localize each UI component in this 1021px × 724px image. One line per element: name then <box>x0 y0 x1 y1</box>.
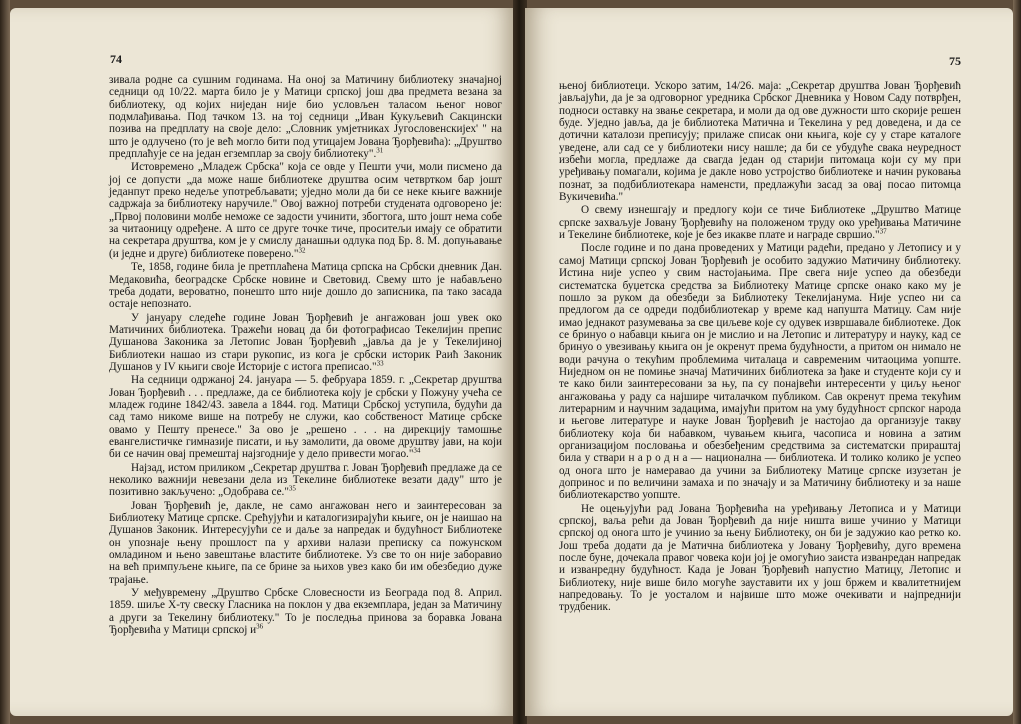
left-page <box>10 8 515 716</box>
right-page <box>525 8 1013 716</box>
paragraph-text: њеној библиотеци. Ускоро затим, 14/26. маја: „Секретар друштва Јован Ђорђевић јављајући, да је за одговорног уредника Србског Дневника у Новом Саду потврђен, подноси оставку на звање секретара, и моли да од ове дужности што скорије решен буде. Уједно јавља, да је библиотека Матична и Текелина у ред доведена, и да се дотични каталози преписују; прилаже списак они књига, које су у старе каталоге уведене, али сад се у библиотеки нису нашле; да би се убудуће свака неуредност избећи могла, предлаже да свагда један од старији питомаца који су му при уређивању помагали, којима је дакле ново устројство библиотеке и начин руковања познат, за подбиблиотекара наменсти, предлажући засад за овај посао питомца Вукичевића." <box>559 80 961 204</box>
page-body-text <box>559 80 961 614</box>
footnote-reference: 35 <box>288 484 296 493</box>
paragraph <box>109 587 502 636</box>
paragraph <box>109 500 502 586</box>
paragraph-text: После године и по дана проведених у Матици радећи, предано у Летопису и у самој Матици српској Јован Ђорђевић је особито задужио Матичину библиотеку. Истина није успео у свим настојањима. Пре свега није успео да обезбеди систематска буџетска средства за Библиотеку Матице српске онако како му је пошло за руком да обезбеди за Библиотеку Текелијанума. Није успео ни са предлогом да се одреди подбиблиотекар у време кад напушта Матицу. Сам није имао једнакот разумевања за све циљеве које су одувек извршавале библиотеке. Док се бринуо о набавци књига он је мислио и на Летопис и литературу и науку, кад се бринуо о увезивању књига он је окренут према будућности, а притом он нимало не води рачуна о текућим проблемима читалаца и савременим читаоцима уопште. Ниједном он не помиње значај Матичиних библиотека за ђаке и студенте који су и те како били заинтересовани за њу, па су понајвећи интересенти у циљу њеног ангажовања у раду са најшире читалачком публиком. Сав окренут према текућим литерарним и научним задацима, имајући притом на уму будућност српског народа и његове литературе и науке Јован Ђорђевић је настојао да организује такву библиотеку која би набавком, чувањем књига, часописа и новина а затим организацијом пословања и обезбеђеним средствима за систематски прираштај била у ствари н а р о д н а — национална — библиотека. И толико колико је успео од онога што је намеравао да учини за Библиотеку Матице српске изузетан је допринос и по величини замаха и по значају и за Матичину библиотеку и за наше библиотекарство уопште. <box>559 242 961 502</box>
footnote-reference: 31 <box>376 146 384 155</box>
paragraph <box>559 204 961 241</box>
paragraph <box>109 261 502 310</box>
page-body-text <box>109 74 502 636</box>
paragraph <box>559 242 961 501</box>
footnote-reference: 33 <box>376 359 384 368</box>
page-number: 75 <box>949 54 961 68</box>
footnote-reference: 32 <box>298 246 306 255</box>
paragraph-text: Те, 1858, године била је претплаћена Матица српска на Србски дневник Дан. Медаковића, београдске Србске новине и Световид. Свему што је набављено треба додати, вероватно, понешто што није дошло до записника, па тако засада остаје непознато. <box>109 261 502 311</box>
paragraph-text: зивала родне са сушним годинама. На оној за Матичину библиотеку значајној седници од 10/22. марта било је у Матици српској још два предмета везана за библиотеку, од којих ниједан није био условљен таласом њеног новог подмлађивања. Под тачком 13. на тој седници „Иван Кукуљевић Сакцински позива на предплату на своје дело: „Словник умјетниках Југословенскијех' " на што је одлучено (то је већ могло бити под утицајем Јована Ђорђевића): „Друштво предплаћује се на један егземплар за своју библиотеку". <box>109 74 502 161</box>
paragraph <box>559 80 961 203</box>
paragraph <box>109 312 502 374</box>
paragraph-text: Јован Ђорђевић је, дакле, не само ангажован него и заинтересован за Библиотеку Матице српске. Срећујући и каталогизирајући књиге, он је наишао на Душанов Законик. Интересујући се и даље за напредак и будућност Библиотеке он упознаје њену прошлост па у архиви налази преписку са пожунском омладином и њено завештање властите библиотеке. Уз све то он није заборавио на већ примпуљене књиге, па се брине за њихов увез како би им обезбедио дуже трајање. <box>109 499 502 586</box>
paragraph <box>109 462 502 499</box>
paragraph <box>109 74 502 160</box>
footnote-reference: 34 <box>413 446 421 455</box>
footnote-reference: 36 <box>256 622 264 631</box>
paragraph-text: Не оцењујући рад Јована Ђорђевића на уређивању Летописа и у Матици српској, ваља рећи да Јован Ђорђевић да ниje ништа више учинио у Матици српској од онога што је учинио за њену Библиотеку, он би је задужио као ретко ко. Још треба додати да је Матична библиотека у Јовану Ђорђевићу, дуго времена после буне, дочекала правог човека који јој је омогућио заиста изванредан напредак и изванредну будућност. Када је Јован Ђорђевић напустио Матицу, Летопис и Библиотеку, није више било могуће зауставити их у још бржем и квалитетнијем напредовању. То је уосталом и највише што може очекивати и најпреднији трудбеник. <box>559 502 961 614</box>
left-book-edge <box>0 0 10 724</box>
footnote-reference: 37 <box>879 227 887 236</box>
page-number: 74 <box>110 52 122 66</box>
paragraph <box>559 503 961 614</box>
paragraph-text: У јануару следеће године Јован Ђорђевић је ангажован још увек око Матичиних библиотека. Тражећи новац да би фотографисао Текелијин препис Душанова Законика за Летопис Јован Ђорђевић „јавља да је у Текелијиној Библиотеки нашао из стари рукопис, из кога је србски историк Раић Законик Душанов у IV књиги своје Историје с истога преписао." <box>109 311 502 373</box>
paragraph-text: Најзад, истом приликом „Секретар друштва г. Јован Ђорђевић предлаже да се неколико важнији невезани дела из Текелине библиотеке везати даду" што је позитивно закључено: „Одобрава се." <box>109 461 502 499</box>
paragraph-text: У међувремену „Друштво Србске Словесности из Београда под 8. Април. 1859. шиље Х-ту свеску Гласника на поклон у два екземплара, један за Матичину а други за Текелину библиотеку." То је последња принова за боравка Јована Ђорђевића у Матици српској и <box>109 587 502 637</box>
paragraph <box>109 161 502 260</box>
paragraph <box>109 374 502 460</box>
paragraph-text: Истовремено „Младеж Србска" која се овде у Пешти учи, моли писмено да јој се допусти „да може наше библиотеке друштва осим четвртком бар јошт једанпут преко недеље употребљавати; уједно моли да би се неке књиге важније садржаја за библиотеку наручиле." Овој важној потреби студената одговорено је: „Првој половини молбе неможе се задости учинити, збогтога, што јошт нема собе за читаоницу одређене. А што се друге точке тиче, проситељи имају се обратити на секретара друштва, ком је у смислу данашњи одлука под Бр. 8. М. допуњавање (и једне и друге) библиотеке поверено." <box>109 161 502 260</box>
right-book-edge <box>1013 0 1021 724</box>
paragraph-text: На седници одржаној 24. јануара — 5. фебруара 1859. г. „Секретар друштва Јован Ђорђевић . . . предлаже, да се библиотека коју је србски у Пожуну учећа се младеж године 1842/43. завела а 1844. год. Матици Србској уступила, будући да сад тамо никоме више на потребу не служи, као собственост Матице србске овамо у Пешту пренесе." За ово је „решено . . . на дирекцију тамошње евангелистичке гимназије писати, и њу замолити, да овоме друштву јави, на који би се начин оваj премештај најзгодније у дело привести могао." <box>109 374 502 461</box>
paragraph-text: О свему изнешгају и предлогу који се тиче Библиотеке „Друштво Матице српске захваљује Јовану Ђорђевићу на положеном труду око уређивања Матичине и Текелине библиотеке, које је без икакве плате и награде свршио." <box>559 204 961 242</box>
